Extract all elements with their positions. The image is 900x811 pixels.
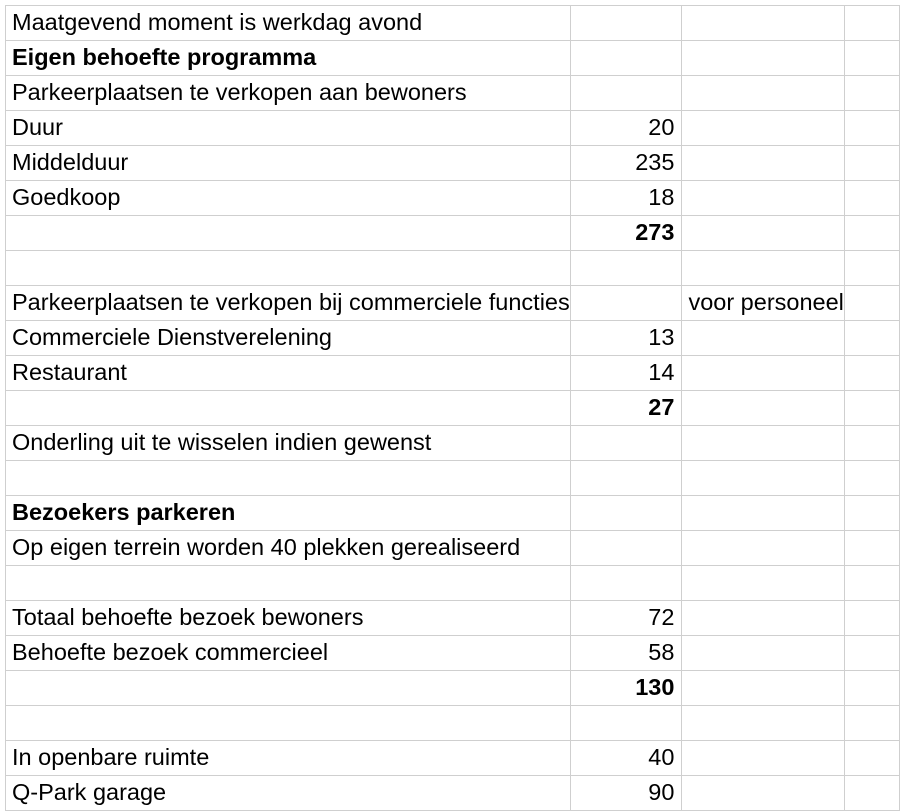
cell-note[interactable] (682, 181, 844, 216)
cell-empty[interactable] (844, 286, 899, 321)
cell-note[interactable] (682, 531, 844, 566)
cell-label[interactable]: Middelduur (6, 146, 571, 181)
table-row (6, 496, 900, 531)
table-row (6, 356, 900, 391)
cell-label[interactable]: Commerciele Dienstverelening (6, 321, 571, 356)
cell-value[interactable] (570, 706, 682, 741)
cell-value[interactable]: 72 (570, 601, 682, 636)
cell-empty[interactable] (844, 636, 899, 671)
cell-label[interactable] (6, 566, 571, 601)
cell-value[interactable]: 90 (570, 776, 682, 811)
table-row (6, 6, 900, 41)
cell-empty[interactable] (844, 601, 899, 636)
cell-label[interactable]: Goedkoop (6, 181, 571, 216)
cell-label[interactable]: Maatgevend moment is werkdag avond (6, 6, 571, 41)
cell-empty[interactable] (844, 111, 899, 146)
cell-note[interactable] (682, 566, 844, 601)
cell-empty[interactable] (844, 251, 899, 286)
table-row (6, 111, 900, 146)
cell-label[interactable] (6, 461, 571, 496)
cell-label[interactable]: Bezoekers parkeren (6, 496, 571, 531)
cell-label[interactable]: In openbare ruimte (6, 741, 571, 776)
cell-value[interactable]: 18 (570, 181, 682, 216)
cell-note[interactable] (682, 391, 844, 426)
cell-value[interactable] (570, 41, 682, 76)
cell-value[interactable] (570, 76, 682, 111)
cell-value[interactable]: 273 (570, 216, 682, 251)
cell-empty[interactable] (844, 41, 899, 76)
cell-empty[interactable] (844, 671, 899, 706)
table-row (6, 426, 900, 461)
cell-note[interactable] (682, 741, 844, 776)
cell-value[interactable]: 27 (570, 391, 682, 426)
cell-label[interactable] (6, 216, 571, 251)
table-row (6, 216, 900, 251)
cell-label[interactable] (6, 706, 571, 741)
cell-value[interactable] (570, 531, 682, 566)
cell-note[interactable] (682, 636, 844, 671)
cell-empty[interactable] (844, 76, 899, 111)
table-row (6, 181, 900, 216)
cell-empty[interactable] (844, 426, 899, 461)
cell-empty[interactable] (844, 356, 899, 391)
cell-label[interactable]: Onderling uit te wisselen indien gewenst (6, 426, 571, 461)
cell-empty[interactable] (844, 391, 899, 426)
cell-value[interactable]: 235 (570, 146, 682, 181)
cell-empty[interactable] (844, 566, 899, 601)
cell-note[interactable] (682, 321, 844, 356)
table-row (6, 706, 900, 741)
table-row (6, 251, 900, 286)
table-row (6, 461, 900, 496)
table-row (6, 391, 900, 426)
cell-note[interactable] (682, 111, 844, 146)
cell-value[interactable] (570, 6, 682, 41)
cell-label[interactable]: Duur (6, 111, 571, 146)
cell-note[interactable] (682, 426, 844, 461)
cell-empty[interactable] (844, 146, 899, 181)
table-row (6, 741, 900, 776)
table-row (6, 566, 900, 601)
cell-note[interactable] (682, 461, 844, 496)
table-row (6, 41, 900, 76)
cell-label[interactable] (6, 671, 571, 706)
cell-note[interactable] (682, 6, 844, 41)
cell-label[interactable]: Totaal behoefte bezoek bewoners (6, 601, 571, 636)
cell-empty[interactable] (844, 776, 899, 811)
cell-empty[interactable] (844, 496, 899, 531)
cell-value[interactable]: 130 (570, 671, 682, 706)
cell-note[interactable]: voor personeel (682, 286, 844, 321)
table-row (6, 146, 900, 181)
cell-note[interactable] (682, 146, 844, 181)
table-row (6, 636, 900, 671)
spreadsheet-table (5, 5, 900, 811)
cell-value[interactable] (570, 461, 682, 496)
spreadsheet-body (6, 6, 900, 811)
cell-value[interactable] (570, 566, 682, 601)
cell-value[interactable]: 58 (570, 636, 682, 671)
cell-note[interactable] (682, 496, 844, 531)
cell-value[interactable]: 40 (570, 741, 682, 776)
cell-label[interactable]: Behoefte bezoek commercieel (6, 636, 571, 671)
table-row (6, 286, 900, 321)
cell-empty[interactable] (844, 461, 899, 496)
cell-value[interactable] (570, 426, 682, 461)
cell-empty[interactable] (844, 741, 899, 776)
cell-empty[interactable] (844, 216, 899, 251)
cell-note[interactable] (682, 41, 844, 76)
cell-value[interactable]: 13 (570, 321, 682, 356)
cell-note[interactable] (682, 76, 844, 111)
cell-value[interactable] (570, 251, 682, 286)
cell-label[interactable] (6, 251, 571, 286)
cell-value[interactable]: 14 (570, 356, 682, 391)
cell-note[interactable] (682, 776, 844, 811)
cell-note[interactable] (682, 671, 844, 706)
cell-label[interactable]: Op eigen terrein worden 40 plekken gerealiseerd (6, 531, 571, 566)
cell-empty[interactable] (844, 321, 899, 356)
cell-value[interactable]: 20 (570, 111, 682, 146)
cell-label[interactable]: Parkeerplaatsen te verkopen aan bewoners (6, 76, 571, 111)
table-row (6, 321, 900, 356)
table-row (6, 76, 900, 111)
table-row (6, 601, 900, 636)
cell-note[interactable] (682, 251, 844, 286)
cell-label[interactable]: Parkeerplaatsen te verkopen bij commerciele functies (6, 286, 571, 321)
cell-label[interactable]: Q-Park garage (6, 776, 571, 811)
table-row (6, 776, 900, 811)
cell-empty[interactable] (844, 6, 899, 41)
table-row (6, 671, 900, 706)
cell-label[interactable]: Restaurant (6, 356, 571, 391)
table-row (6, 531, 900, 566)
cell-label[interactable] (6, 391, 571, 426)
cell-note[interactable] (682, 601, 844, 636)
cell-note[interactable] (682, 356, 844, 391)
cell-value[interactable] (570, 286, 682, 321)
cell-note[interactable] (682, 706, 844, 741)
cell-note[interactable] (682, 216, 844, 251)
cell-value[interactable] (570, 496, 682, 531)
cell-empty[interactable] (844, 531, 899, 566)
cell-empty[interactable] (844, 181, 899, 216)
cell-empty[interactable] (844, 706, 899, 741)
cell-label[interactable]: Eigen behoefte programma (6, 41, 571, 76)
